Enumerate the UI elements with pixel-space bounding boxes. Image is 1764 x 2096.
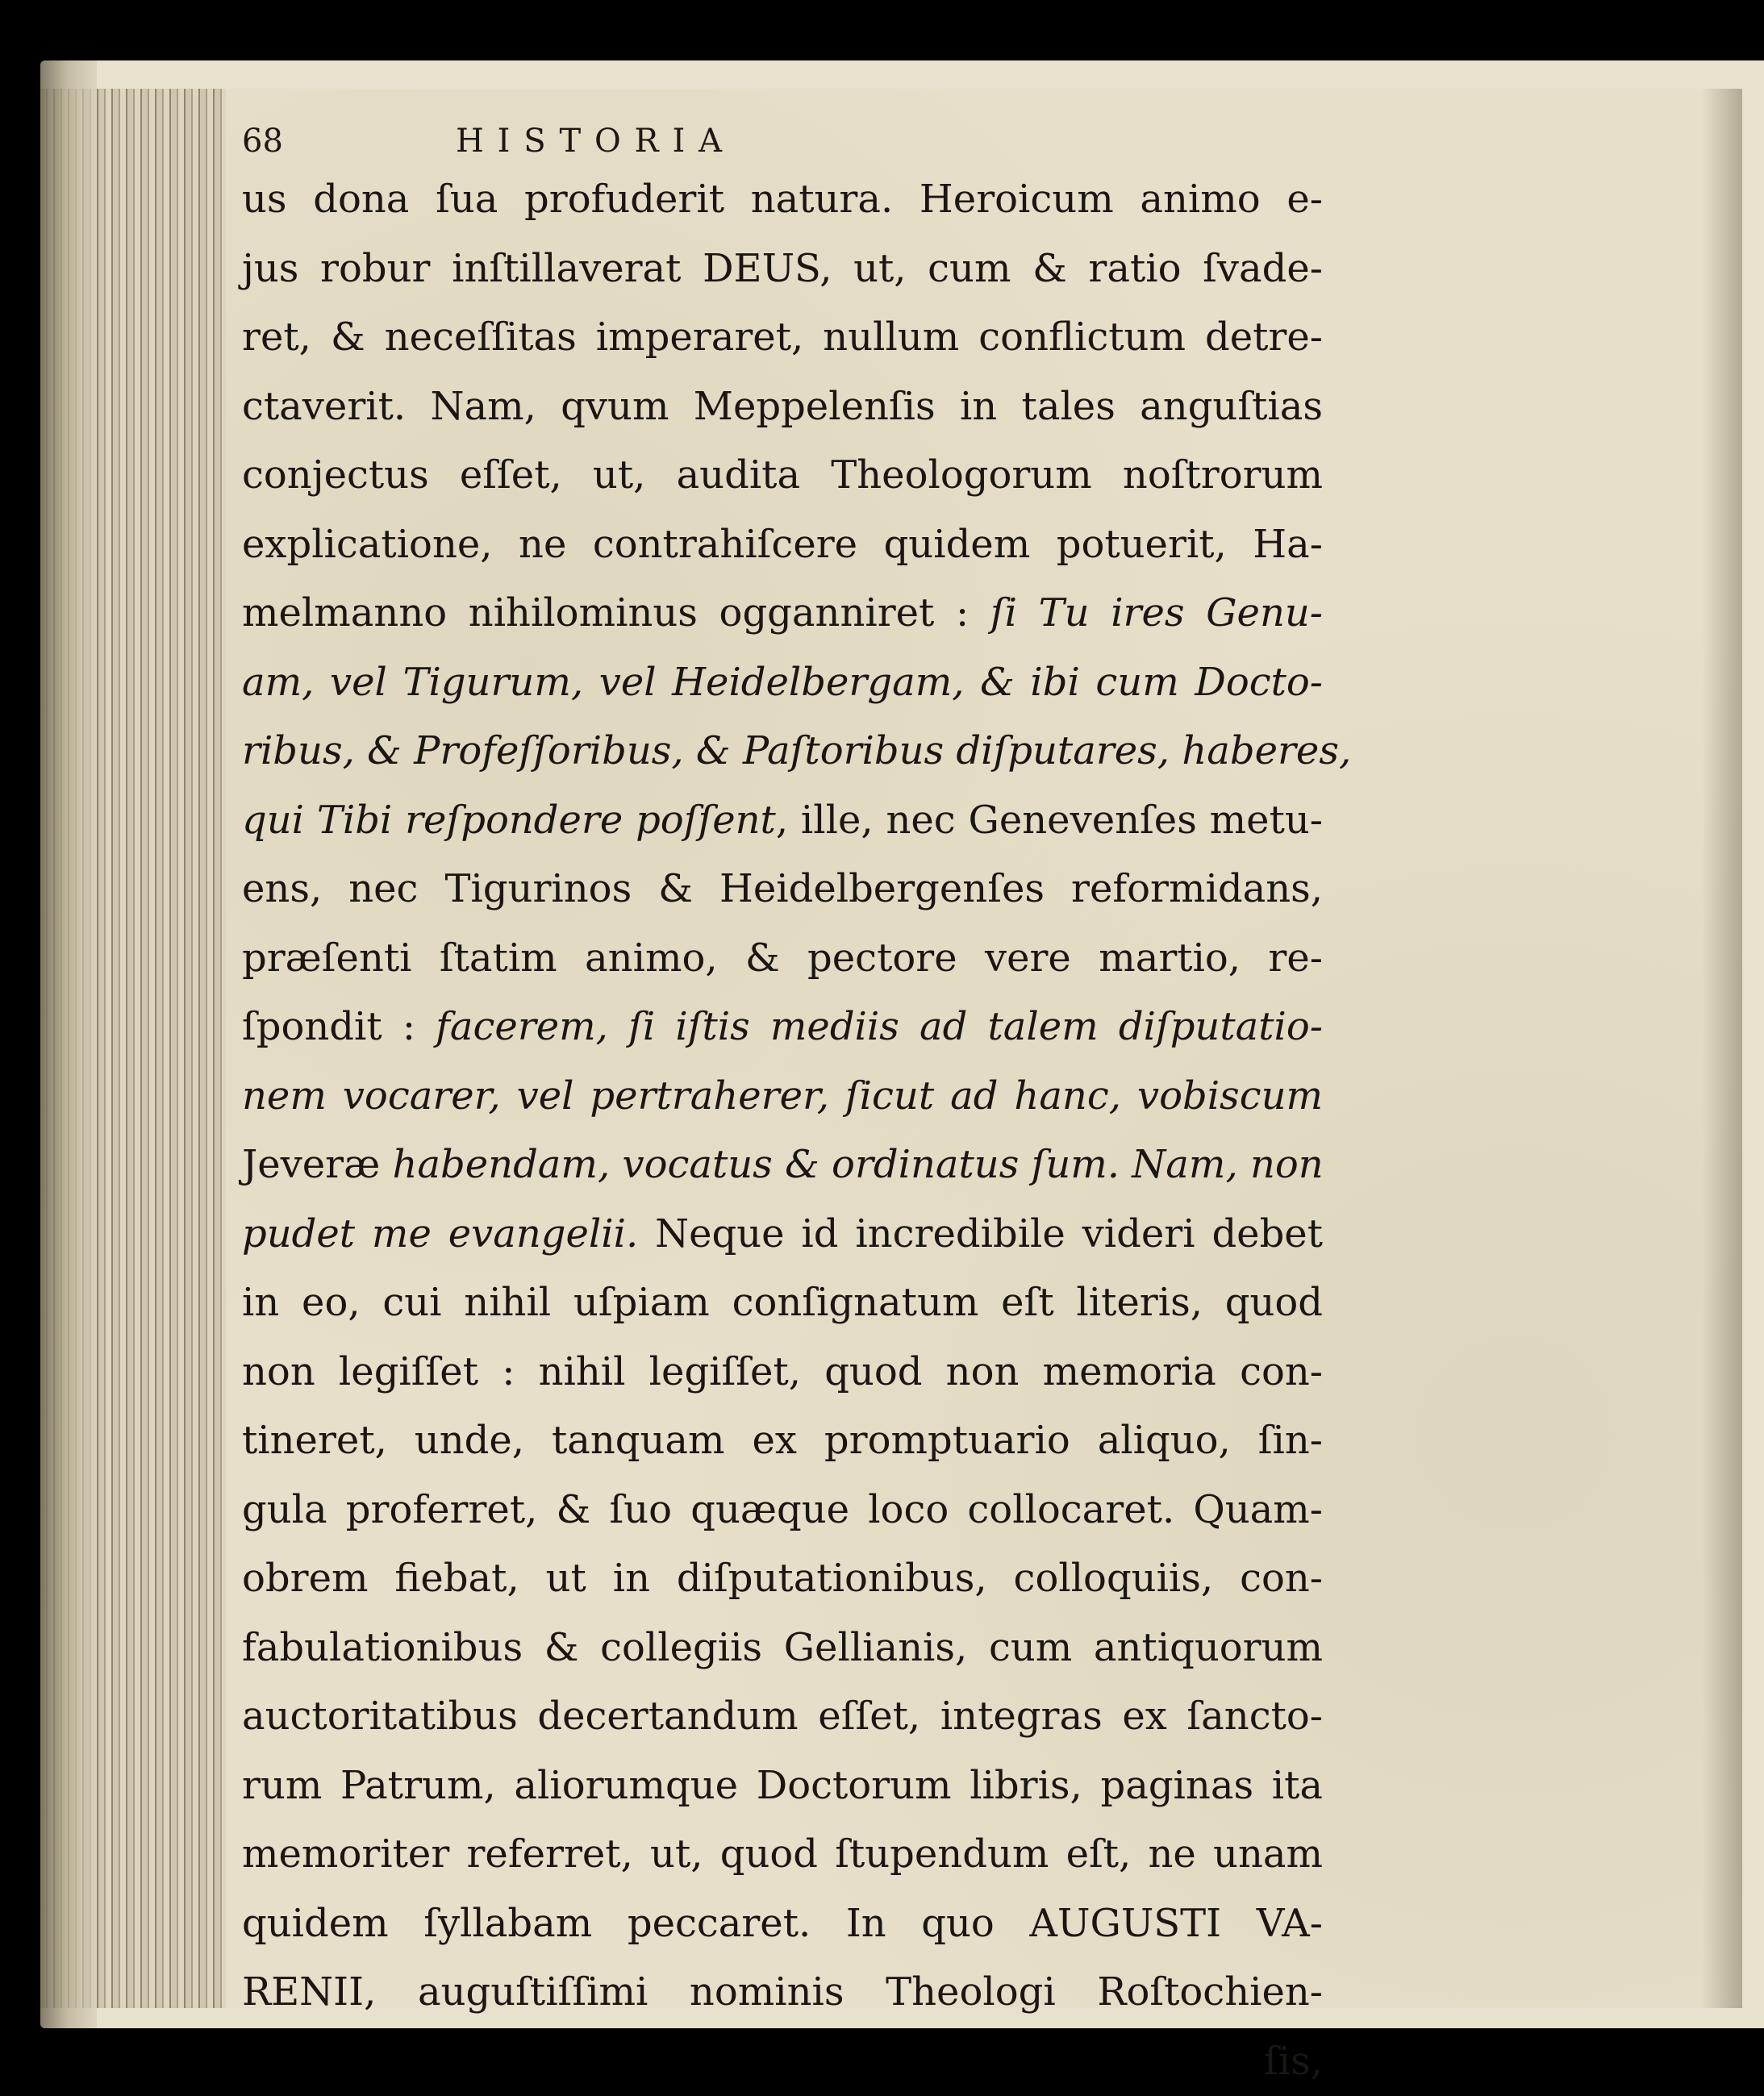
italic-text: habendam, vocatus & ordinatus ſum. Nam, non <box>393 1142 1324 1187</box>
text-segment: ctaverit. Nam, qvum Meppelenſis in tales anguſtias <box>242 384 1323 429</box>
italic-text: qui Tibi reſpondere poſſent <box>242 798 776 843</box>
text-segment: , ille, nec Genevenſes metu- <box>776 798 1323 843</box>
text-line <box>242 1614 1323 1683</box>
text-line <box>242 993 1323 1062</box>
text-segment: gula proferret, & ſuo quæque loco collocaret. Quam- <box>242 1487 1323 1532</box>
text-line <box>242 373 1323 442</box>
text-line <box>242 1200 1323 1269</box>
page-number: 68 <box>242 113 283 169</box>
text-line <box>242 855 1323 924</box>
italic-text: ribus, & Profeſſoribus, & Paſtoribus diſputares, haberes, <box>242 728 1351 773</box>
text-segment: us dona ſua profuderit natura. Heroicum animo e- <box>242 177 1323 222</box>
text-segment: conjectus eſſet, ut, audita Theologorum noſtrorum <box>242 452 1323 498</box>
text-segment: explicatione, ne contrahiſcere quidem potuerit, Ha- <box>242 522 1323 567</box>
text-segment: Jeveræ <box>242 1142 393 1187</box>
text-line <box>242 1820 1323 1890</box>
text-segment: obrem fiebat, ut in diſputationibus, colloquiis, con- <box>242 1556 1323 1601</box>
running-head <box>242 113 1371 169</box>
text-line <box>242 1131 1323 1200</box>
text-line <box>242 1406 1323 1476</box>
text-line <box>242 786 1323 856</box>
text-segment: jus robur inſtillaverat DEUS, ut, cum & ratio ſvade- <box>242 246 1323 291</box>
text-segment: ſis, <box>1264 2039 1323 2084</box>
italic-text: pudet me evangelii. <box>242 1211 638 1256</box>
text-segment: rum Patrum, aliorumque Doctorum libris, paginas ita <box>242 1763 1323 1808</box>
text-segment: melmanno nihilominus ogganniret : <box>242 590 990 635</box>
text-line <box>242 717 1323 786</box>
text-segment: auctoritatibus decertandum eſſet, integras ex ſancto- <box>242 1694 1323 1739</box>
text-line <box>242 1338 1323 1407</box>
text-segment: in eo, cui nihil uſpiam conſignatum eſt literis, quod <box>242 1280 1323 1325</box>
text-segment: memoriter referret, ut, quod ſtupendum eſt, ne unam <box>242 1831 1323 1877</box>
text-segment: ens, nec Tigurinos & Heidelbergenſes reformidans, <box>242 866 1323 911</box>
text-line <box>242 441 1323 510</box>
text-segment: non legiſſet : nihil legiſſet, quod non memoria con- <box>242 1349 1323 1394</box>
gutter-shadow <box>1702 89 1742 2008</box>
text-line <box>242 924 1323 994</box>
text-line <box>242 510 1323 580</box>
text-line <box>242 1269 1323 1338</box>
text-line <box>242 1958 1323 2027</box>
text-line <box>242 1890 1323 1959</box>
page-title: HISTORIA <box>456 113 736 169</box>
text-line <box>242 2027 1323 2096</box>
text-segment: fabulationibus & collegiis Gellianis, cum antiquorum <box>242 1625 1323 1670</box>
text-line <box>242 165 1323 235</box>
book-spine <box>40 60 97 2028</box>
text-line <box>242 1062 1323 1131</box>
text-line <box>242 1682 1323 1752</box>
italic-text: facerem, ſi iſtis mediis ad talem diſputatio- <box>436 1004 1323 1049</box>
text-segment: tineret, unde, tanquam ex promptuario aliquo, ſin- <box>242 1418 1323 1463</box>
text-segment: præſenti ſtatim animo, & pectore vere martio, re- <box>242 935 1323 981</box>
body-text <box>242 165 1323 2096</box>
italic-text: am, vel Tigurum, vel Heidelbergam, & ibi cum Docto- <box>242 660 1323 705</box>
text-segment: ret, & neceſſitas imperaret, nullum conflictum detre- <box>242 315 1323 360</box>
italic-text: nem vocarer, vel pertraherer, ſicut ad hanc, vobiscum <box>242 1073 1323 1119</box>
text-line <box>242 303 1323 373</box>
italic-text: ſi Tu ires Genu- <box>990 590 1323 635</box>
text-segment: quidem ſyllabam peccaret. In quo AUGUSTI VA- <box>242 1901 1323 1946</box>
text-segment: Neque id incredibile videri debet <box>638 1211 1323 1256</box>
text-line <box>242 648 1323 718</box>
text-line <box>242 1544 1323 1614</box>
text-line <box>242 579 1323 648</box>
text-segment: ſpondit : <box>242 1004 436 1049</box>
text-segment: RENII, auguſtiſſimi nominis Theologi Roſtochien- <box>242 1969 1323 2015</box>
text-line <box>242 1476 1323 1545</box>
text-line <box>242 235 1323 304</box>
text-line <box>242 1752 1323 1821</box>
